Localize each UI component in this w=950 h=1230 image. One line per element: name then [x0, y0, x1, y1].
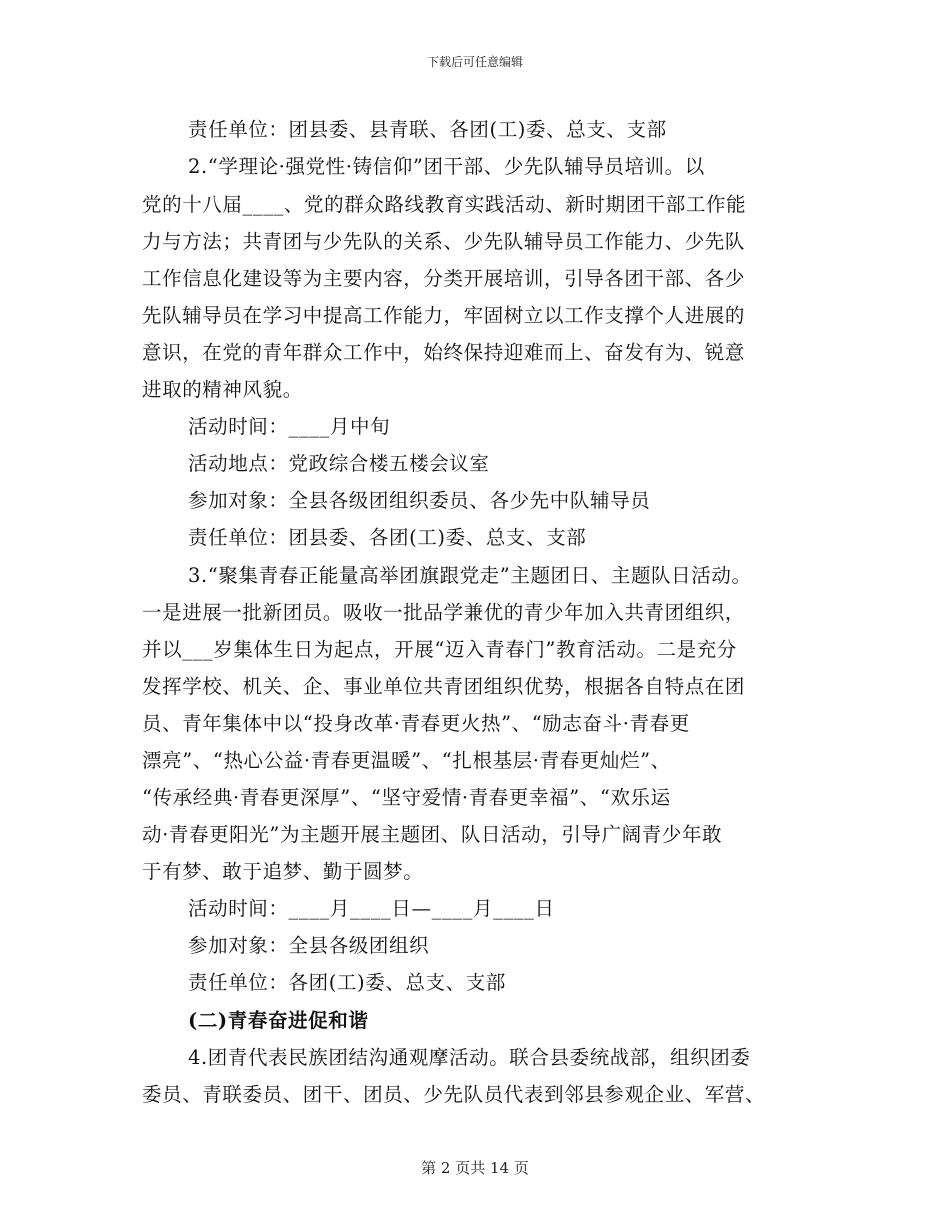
text-line: 于有梦、敢于追梦、勤于圆梦。: [142, 860, 424, 883]
section-heading: (二)青春奋进促和谐: [188, 1009, 369, 1032]
text-line: 先队辅导员在学习中提高工作能力，牢固树立以工作支撑个人进展的: [142, 304, 746, 327]
text-line: 2.“学理论·强党性·铸信仰”团干部、少先队辅导员培训。以: [188, 155, 705, 178]
page-header: 下载后可任意编辑: [426, 55, 523, 69]
text-line: 并以___岁集体生日为起点，开展“迈入青春门”教育活动。二是充分: [142, 638, 737, 661]
text-line: 一是进展一批新团员。吸收一批品学兼优的青少年加入共青团组织，: [142, 601, 746, 624]
text-line: 参加对象：全县各级团组织委员、各少先中队辅导员: [188, 489, 651, 512]
text-line: 力与方法；共青团与少先队的关系、少先队辅导员工作能力、少先队: [142, 230, 746, 253]
page-footer: 第 2 页共 14 页: [421, 1159, 529, 1177]
text-line: 发挥学校、机关、企、事业单位共青团组织优势，根据各自特点在团: [142, 675, 746, 698]
text-line: 活动地点：党政综合楼五楼会议室: [188, 452, 490, 475]
text-line: 活动时间：____月____日—____月____日: [188, 897, 555, 920]
text-line: 责任单位：团县委、各团(工)委、总支、支部: [188, 526, 587, 549]
text-line: 3.“聚集青春正能量高举团旗跟党走”主题团日、主题队日活动。: [188, 564, 752, 587]
text-line: 活动时间：____月中旬: [188, 415, 391, 438]
text-line: 员、青年集体中以“投身改革·青春更火热”、“励志奋斗·青春更: [142, 712, 690, 735]
text-line: “传承经典·青春更深厚”、“坚守爱情·青春更幸福”、“欢乐运: [142, 786, 671, 809]
text-line: 工作信息化建设等为主要内容，分类开展培训，引导各团干部、各少: [142, 267, 746, 290]
text-line: 进取的精神风貌。: [142, 378, 303, 401]
text-line: 动·青春更阳光”为主题开展主题团、队日活动，引导广阔青少年敢: [142, 823, 723, 846]
text-line: 责任单位：各团(工)委、总支、支部: [188, 971, 506, 994]
text-line: 委员、青联委员、团干、团员、少先队员代表到邻县参观企业、军营、: [142, 1083, 766, 1106]
text-line: 意识，在党的青年群众工作中，始终保持迎难而上、奋发有为、锐意: [142, 341, 746, 364]
text-line: 参加对象：全县各级团组织: [188, 934, 430, 957]
text-line: 党的十八届____、党的群众路线教育实践活动、新时期团干部工作能: [142, 193, 747, 216]
text-line: 责任单位：团县委、县青联、各团(工)委、总支、支部: [188, 118, 667, 141]
text-line: 漂亮”、“热心公益·青春更温暖”、“扎根基层·青春更灿烂”、: [142, 749, 671, 772]
text-line: 4.团青代表民族团结沟通观摩活动。联合县委统战部，组织团委: [188, 1046, 751, 1069]
